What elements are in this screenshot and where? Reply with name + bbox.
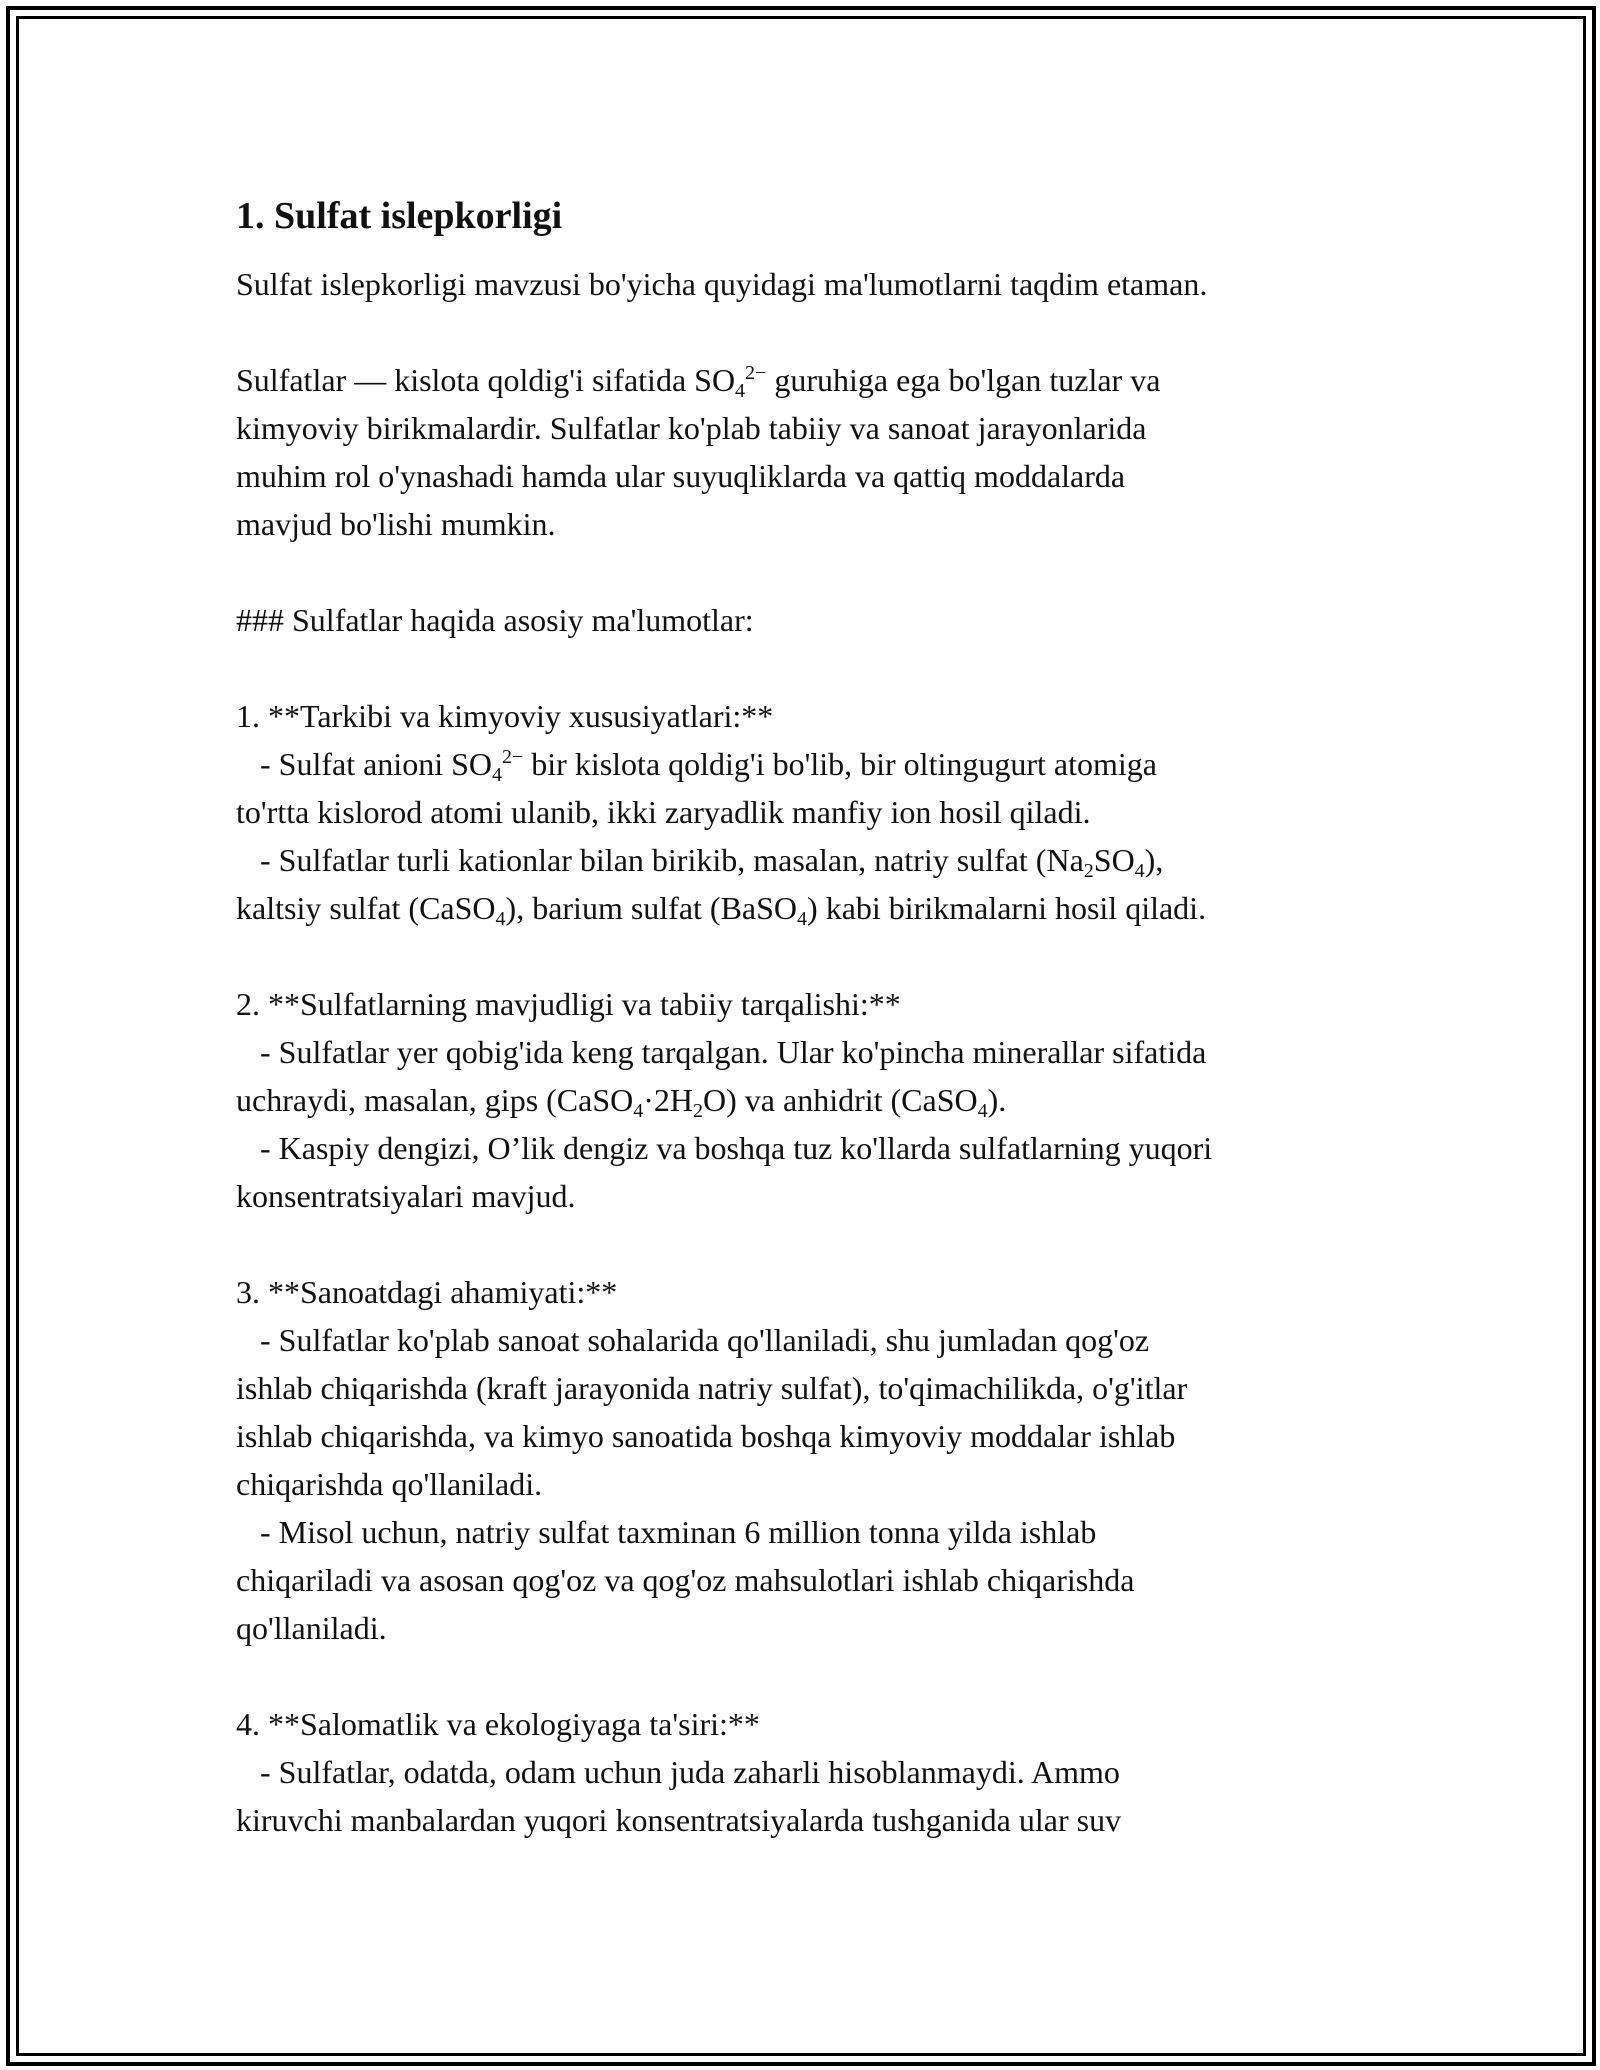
text-line: kimyoviy birikmalardir. Sulfatlar ko'plab tabiiy va sanoat jarayonlarida [236, 410, 1147, 446]
text-line: chiqariladi va asosan qog'oz va qog'oz mahsulotlari ishlab chiqarishda [236, 1562, 1135, 1598]
text-line: - Sulfatlar yer qobig'ida keng tarqalgan. Ular ko'pincha minerallar sifatida [236, 1034, 1207, 1070]
text-line: konsentratsiyalari mavjud. [236, 1178, 576, 1214]
text-line: ishlab chiqarishda, va kimyo sanoatida boshqa kimyoviy moddalar ishlab [236, 1418, 1176, 1454]
text-line: - Kaspiy dengizi, O’lik dengiz va boshqa tuz ko'llarda sulfatlarning yuqori [236, 1130, 1213, 1166]
text-line: to'rtta kislorod atomi ulanib, ikki zaryadlik manfiy ion hosil qiladi. [236, 794, 1091, 830]
text-line: Sulfatlar — kislota qoldig'i sifatida $SO_4^{2-}$ guruhiga ega bo'lgan tuzlar va [236, 362, 1161, 402]
text-line: kaltsiy sulfat (CaSO$_4$), barium sulfat (BaSO$_4$) kabi birikmalarni hosil qiladi. [236, 890, 1207, 930]
document-body [236, 190, 1376, 1844]
spacer [236, 1220, 1376, 1268]
section-heading: 3. **Sanoatdagi ahamiyati:** [236, 1274, 618, 1310]
spacer [236, 932, 1376, 980]
section-composition [236, 692, 1376, 932]
spacer [236, 1652, 1376, 1700]
text-line: ishlab chiqarishda (kraft jarayonida natriy sulfat), to'qimachilikda, o'g'itlar [236, 1370, 1188, 1406]
text-line: - Sulfatlar, odatda, odam uchun juda zaharli hisoblanmaydi. Ammo [236, 1754, 1120, 1790]
section-heading: 2. **Sulfatlarning mavjudligi va tabiiy tarqalishi:** [236, 986, 901, 1022]
text-line: - Sulfatlar turli kationlar bilan birikib, masalan, natriy sulfat $(Na_2SO_4)$, [236, 842, 1164, 882]
section-occurrence [236, 980, 1376, 1220]
text-line: - Sulfat anioni $SO_4^{2-}$ bir kislota qoldig'i bo'lib, bir oltingugurt atomiga [236, 746, 1157, 786]
text-line: - Misol uchun, natriy sulfat taxminan 6 million tonna yilda ishlab [236, 1514, 1097, 1550]
section-heading: 1. **Tarkibi va kimyoviy xususiyatlari:** [236, 698, 774, 734]
text-line: kiruvchi manbalardan yuqori konsentratsiyalarda tushganida ular suv [236, 1802, 1122, 1838]
text-line: chiqarishda qo'llaniladi. [236, 1466, 543, 1502]
text-line: uchraydi, masalan, gips $(CaSO_4\cdot 2H_2O)$ va anhidrit (CaSO$_4$). [236, 1082, 1007, 1122]
text-line: - Sulfatlar ko'plab sanoat sohalarida qo'llaniladi, shu jumladan qog'oz [236, 1322, 1150, 1358]
text-line: mavjud bo'lishi mumkin. [236, 506, 556, 542]
definition-paragraph [236, 356, 1376, 548]
text-line: muhim rol o'ynashadi hamda ular suyuqliklarda va qattiq moddalarda [236, 458, 1126, 494]
section-health-ecology [236, 1700, 1376, 1844]
document-title: 1. Sulfat islepkorligi [236, 195, 563, 237]
subheading: ### Sulfatlar haqida asosiy ma'lumotlar: [236, 602, 754, 638]
section-heading: 4. **Salomatlik va ekologiyaga ta'siri:** [236, 1706, 760, 1742]
spacer [236, 548, 1376, 596]
spacer [236, 308, 1376, 356]
spacer [236, 644, 1376, 692]
section-industry [236, 1268, 1376, 1652]
text-line: qo'llaniladi. [236, 1610, 387, 1646]
intro-paragraph: Sulfat islepkorligi mavzusi bo'yicha quyidagi ma'lumotlarni taqdim etaman. [236, 266, 1208, 302]
